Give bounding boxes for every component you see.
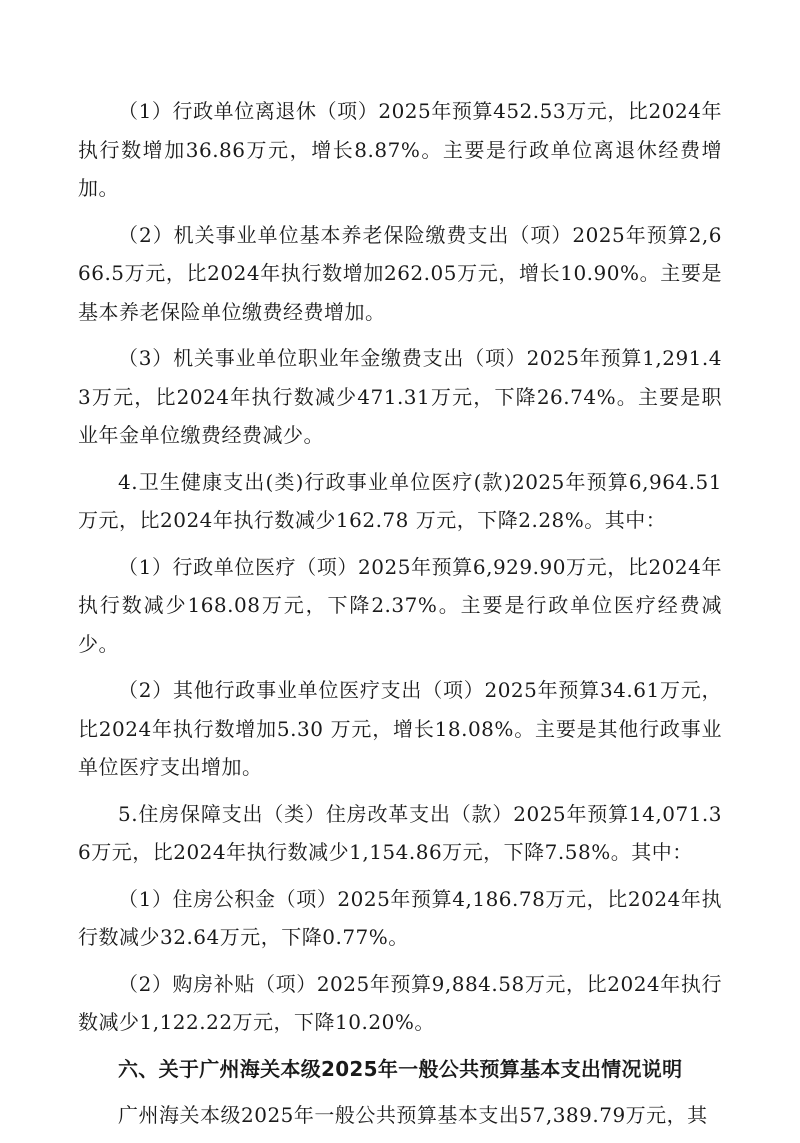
paragraph-retirement: （1）行政单位离退休（项）2025年预算452.53万元，比2024年执行数增加36.86万元，增长8.87%。主要是行政单位离退休经费增加。 <box>78 99 722 200</box>
paragraph-occupational-annuity: （3）机关事业单位职业年金缴费支出（项）2025年预算1,291.43万元，比2024年执行数减少471.31万元，下降26.74%。主要是职业年金单位缴费经费减少。 <box>78 346 722 447</box>
paragraph-other-medical: （2）其他行政事业单位医疗支出（项）2025年预算34.61万元，比2024年执行数增加5.30 万元，增长18.08%。主要是其他行政事业单位医疗支出增加。 <box>78 678 722 779</box>
paragraph-housing-expenditure: 5.住房保障支出（类）住房改革支出（款）2025年预算14,071.36万元，比2024年执行数减少1,154.86万元，下降7.58%。其中： <box>78 801 722 864</box>
paragraph-housing-subsidy: （2）购房补贴（项）2025年预算9,884.58万元，比2024年执行数减少1,122.22万元，下降10.20%。 <box>78 971 722 1034</box>
section-heading: 六、关于广州海关本级2025年一般公共预算基本支出情况说明 <box>118 1056 683 1081</box>
paragraph-health-expenditure: 4.卫生健康支出(类)行政事业单位医疗(款)2025年预算6,964.51万元，比2024年执行数减少162.78 万元，下降2.28%。其中： <box>78 469 722 532</box>
paragraph-basic-expenditure: 广州海关本级2025年一般公共预算基本支出57,389.79万元，其 <box>118 1103 708 1127</box>
paragraph-pension-insurance: （2）机关事业单位基本养老保险缴费支出（项）2025年预算2,666.5万元，比2024年执行数增加262.05万元，增长10.90%。主要是基本养老保险单位缴费经费增加。 <box>78 222 722 324</box>
document-page <box>78 92 722 1143</box>
paragraph-admin-medical: （1）行政单位医疗（项）2025年预算6,929.90万元，比2024年执行数减少168.08万元，下降2.37%。主要是行政单位医疗经费减少。 <box>78 554 722 656</box>
paragraph-housing-fund: （1）住房公积金（项）2025年预算4,186.78万元，比2024年执行数减少32.64万元，下降0.77%。 <box>78 886 722 949</box>
